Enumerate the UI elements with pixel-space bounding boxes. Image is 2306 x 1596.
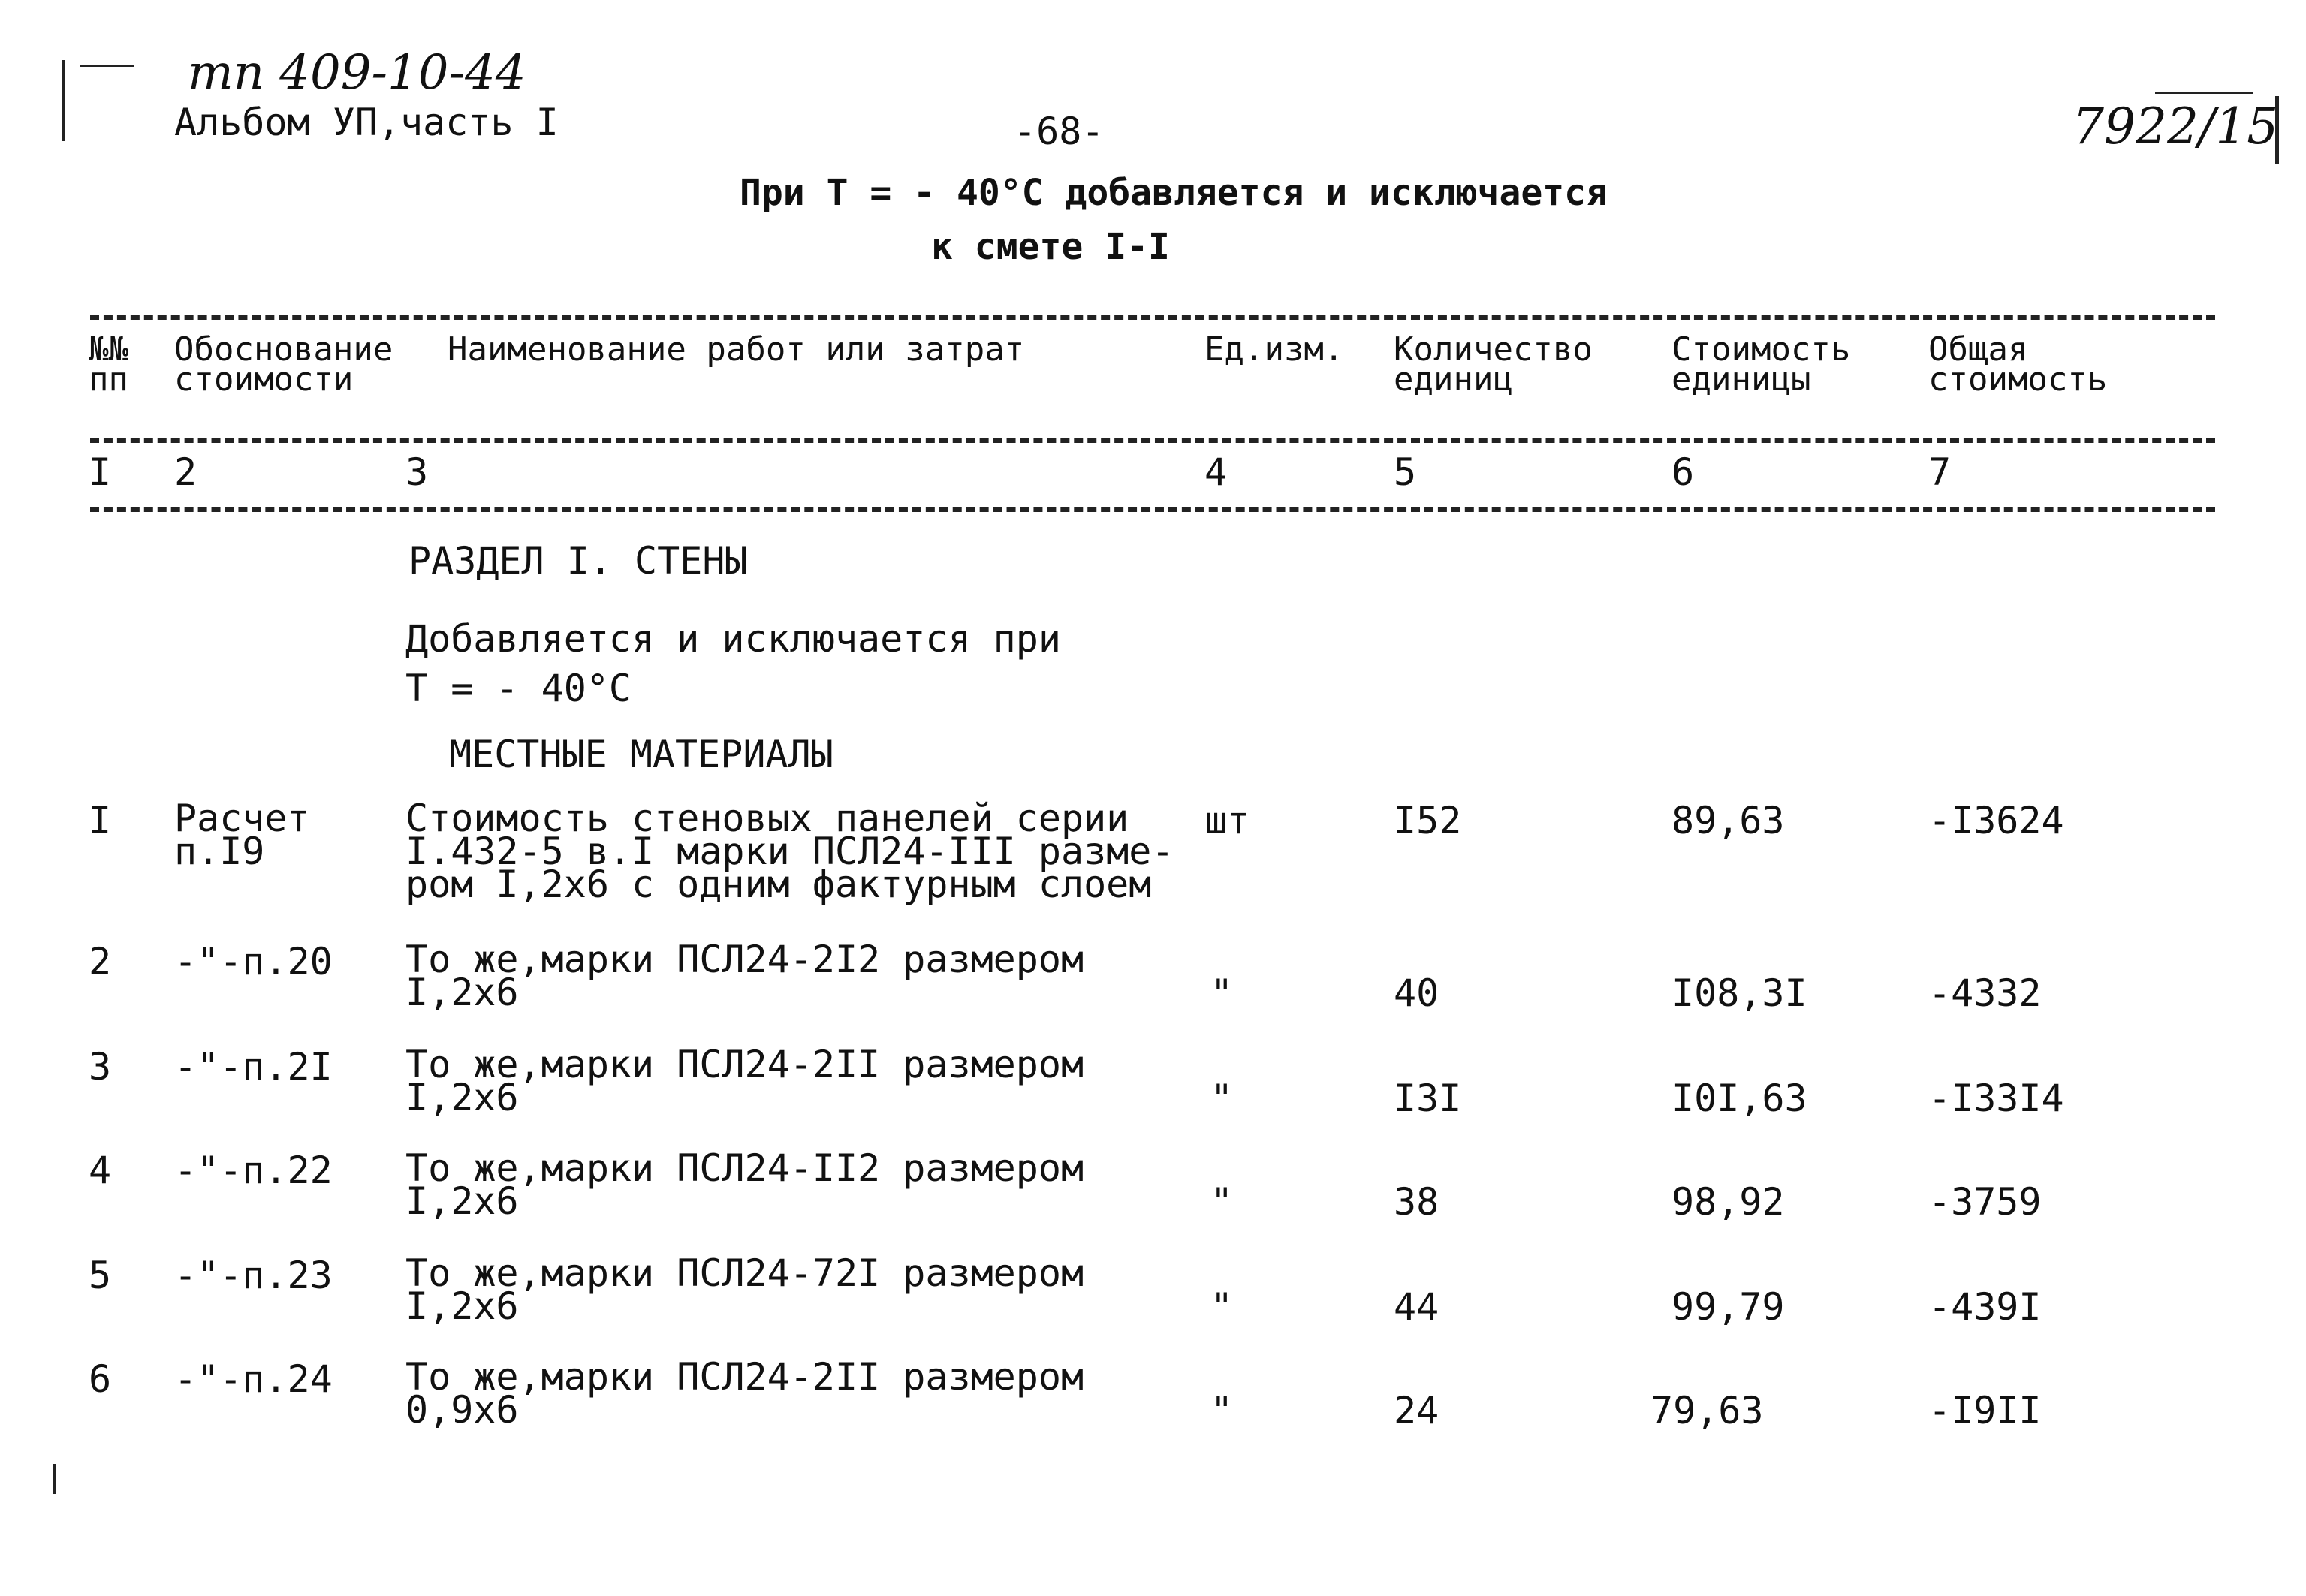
row-total: -I9II bbox=[1928, 1389, 2042, 1432]
row-basis: -"-п.24 bbox=[174, 1357, 333, 1401]
row-quantity: 44 bbox=[1394, 1285, 1439, 1329]
row-basis: -"-п.23 bbox=[174, 1254, 333, 1297]
header-bottom-rule bbox=[90, 507, 2215, 512]
row-quantity: I52 bbox=[1394, 799, 1462, 842]
row-number: 6 bbox=[89, 1357, 112, 1401]
page-number: -68- bbox=[1014, 110, 1105, 153]
section-title: РАЗДЕЛ I. СТЕНЫ bbox=[408, 539, 748, 583]
col-number-7: 7 bbox=[1928, 450, 1952, 494]
row-unit-price: I0I,63 bbox=[1671, 1077, 1807, 1120]
row-quantity: 38 bbox=[1394, 1180, 1439, 1224]
row-name: То же,марки ПСЛ24-2II размером 0,9х6 bbox=[405, 1355, 1084, 1432]
col-number-3: 3 bbox=[405, 450, 429, 494]
row-quantity: I3I bbox=[1394, 1077, 1462, 1120]
row-number: 2 bbox=[89, 940, 112, 983]
col-header-total: Общая стоимость bbox=[1928, 330, 2108, 399]
row-basis: -"-п.20 bbox=[174, 940, 333, 983]
row-quantity: 24 bbox=[1394, 1389, 1439, 1432]
row-total: -3759 bbox=[1928, 1180, 2042, 1224]
row-name: Стоимость стеновых панелей серии I.432-5 в.I марки ПСЛ24-III разме- ром I,2х6 с одним фактурным слоем bbox=[405, 796, 1174, 906]
col-header-number: №№ пп bbox=[89, 330, 128, 399]
row-basis: Расчет п.I9 bbox=[174, 796, 310, 873]
row-unit: " bbox=[1210, 971, 1234, 1015]
row-name: То же,марки ПСЛ24-2II размером I,2х6 bbox=[405, 1043, 1084, 1119]
row-unit: " bbox=[1210, 1077, 1234, 1120]
row-quantity: 40 bbox=[1394, 971, 1439, 1015]
row-total: -I3624 bbox=[1928, 799, 2064, 842]
col-header-name: Наименование работ или затрат bbox=[448, 330, 1025, 369]
row-basis: -"-п.2I bbox=[174, 1045, 333, 1089]
row-unit-price: 98,92 bbox=[1671, 1180, 1785, 1224]
document-number: 7922/15 bbox=[2072, 98, 2279, 155]
col-number-5: 5 bbox=[1394, 450, 1417, 494]
row-total: -4332 bbox=[1928, 971, 2042, 1015]
subsection-title: МЕСТНЫЕ МАТЕРИАЛЫ bbox=[449, 733, 833, 776]
page-title: При Т = - 40°С добавляется и исключается bbox=[740, 172, 1608, 214]
col-number-1: I bbox=[89, 450, 112, 494]
header-mid-rule bbox=[90, 438, 2215, 443]
frame-corner-right-horizontal bbox=[2155, 92, 2253, 94]
row-name: То же,марки ПСЛ24-2I2 размером I,2х6 bbox=[405, 938, 1084, 1014]
section-note: Добавляется и исключается при Т = - 40°С bbox=[405, 617, 1061, 710]
frame-corner-left-horizontal bbox=[80, 65, 134, 67]
col-number-4: 4 bbox=[1204, 450, 1228, 494]
col-header-basis: Обоснование стоимости bbox=[174, 330, 393, 399]
row-total: -I33I4 bbox=[1928, 1077, 2064, 1120]
row-number: I bbox=[89, 799, 112, 842]
col-header-unit-price: Стоимость единицы bbox=[1671, 330, 1851, 399]
row-basis: -"-п.22 bbox=[174, 1149, 333, 1192]
row-unit: шт bbox=[1204, 799, 1250, 842]
row-unit: " bbox=[1210, 1285, 1234, 1329]
row-number: 5 bbox=[89, 1254, 112, 1297]
frame-corner-left-vertical bbox=[62, 60, 65, 141]
handwritten-code: тп 409-10-44 bbox=[188, 45, 526, 101]
row-unit: " bbox=[1210, 1180, 1234, 1224]
row-unit-price: 79,63 bbox=[1650, 1389, 1764, 1432]
col-header-unit: Ед.изм. bbox=[1204, 330, 1344, 369]
margin-tick bbox=[53, 1464, 56, 1494]
album-label: Альбом УП,часть I bbox=[174, 101, 559, 144]
row-name: То же,марки ПСЛ24-II2 размером I,2х6 bbox=[405, 1146, 1084, 1223]
row-name: То же,марки ПСЛ24-72I размером I,2х6 bbox=[405, 1251, 1084, 1328]
page-subtitle: к смете I-I bbox=[931, 226, 1170, 268]
table-top-rule bbox=[90, 315, 2215, 320]
col-header-quantity: Количество единиц bbox=[1394, 330, 1593, 399]
row-unit-price: 99,79 bbox=[1671, 1285, 1785, 1329]
row-total: -439I bbox=[1928, 1285, 2042, 1329]
row-number: 4 bbox=[89, 1149, 112, 1192]
row-unit-price: 89,63 bbox=[1671, 799, 1785, 842]
row-number: 3 bbox=[89, 1045, 112, 1089]
col-number-6: 6 bbox=[1671, 450, 1695, 494]
row-unit: " bbox=[1210, 1389, 1234, 1432]
row-unit-price: I08,3I bbox=[1671, 971, 1807, 1015]
col-number-2: 2 bbox=[174, 450, 197, 494]
